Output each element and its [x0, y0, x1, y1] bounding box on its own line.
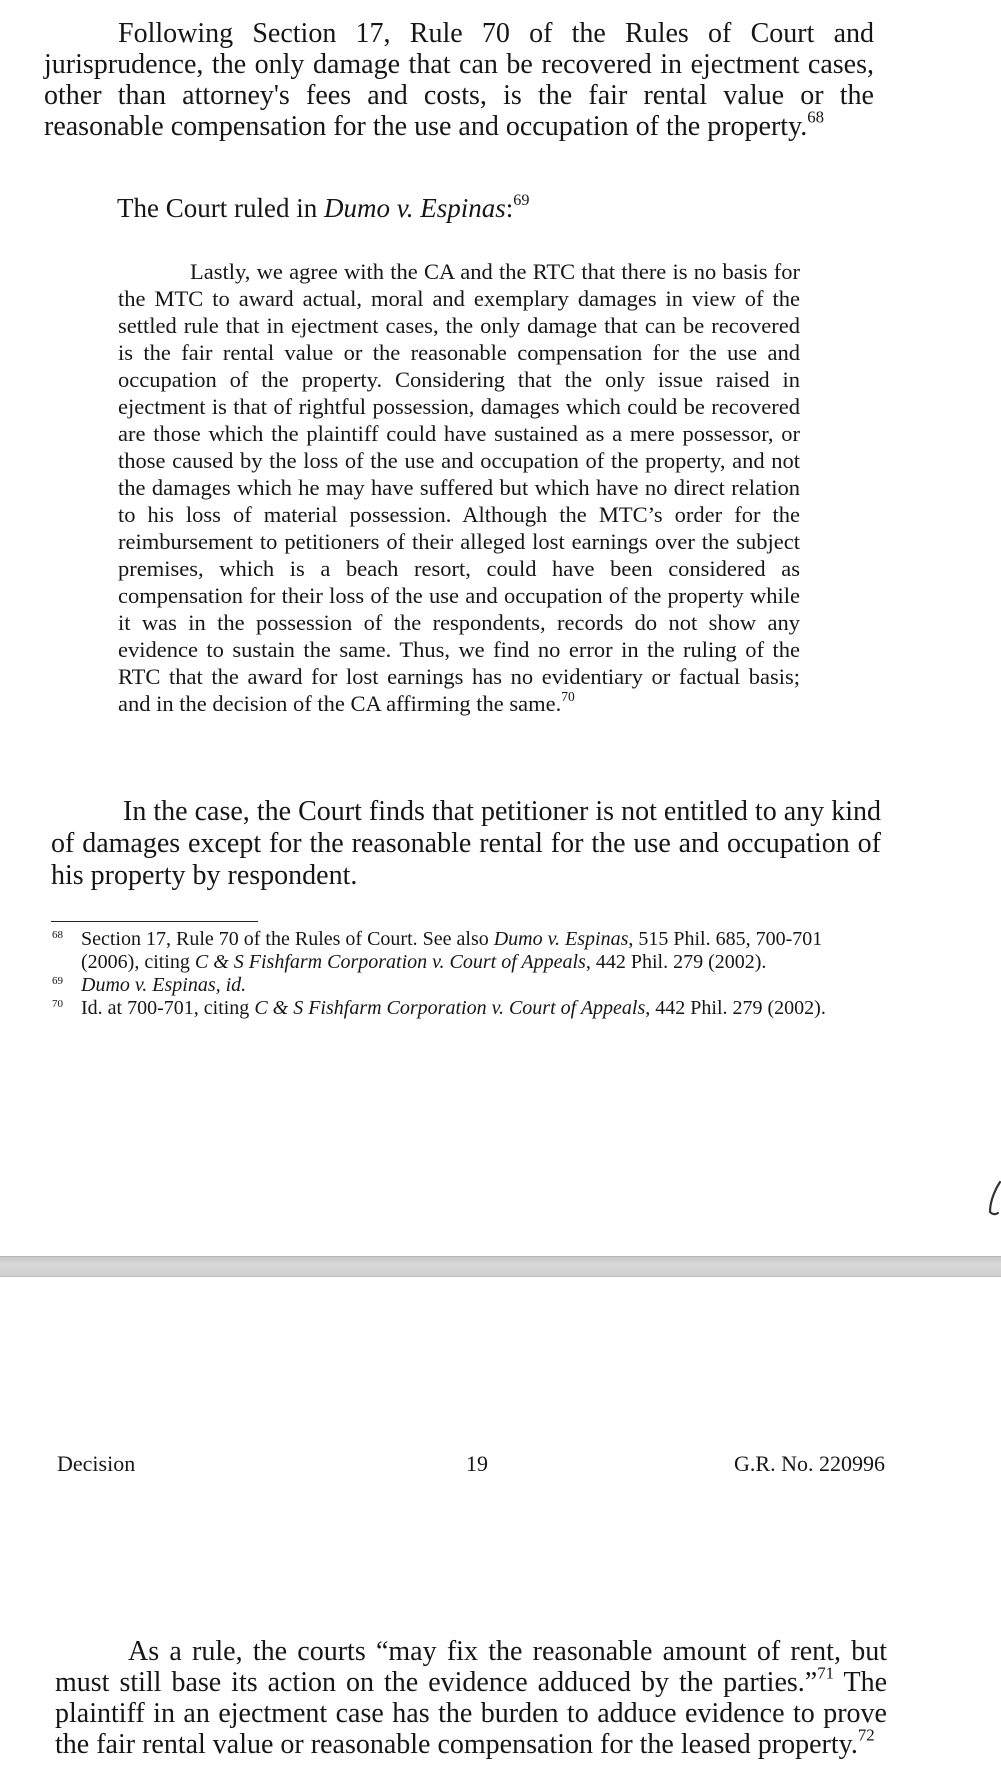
footnote-case-name: Dumo v. Espinas	[493, 928, 629, 950]
body-paragraph-2	[51, 796, 881, 892]
page-header	[57, 1451, 887, 1483]
paragraph-text: The plaintiff in an ejectment case has the burden to adduce evidence to prove the fair rental value or reasonable compensation for the leased property.	[55, 1667, 887, 1760]
body-paragraph-3	[55, 1636, 887, 1760]
quotation-text: Lastly, we agree with the CA and the RTC that there is no basis for the MTC to award actual, moral and exemplary damages in view of the settled rule that in ejectment cases, the only damage that can be recovered is the fair rental value or the reasonable compensation for the use and occupation of the property. Considering that the only issue raised in ejectment is that of rightful possession, damages which could be recovered are those which the plaintiff could have sustained as a mere possessor, or those caused by the loss of the use and occupation of the property, and not the damages which he may have suffered but which have no direct relation to his loss of material possession. Although the MTC’s order for the reimbursement to petitioners of their alleged lost earnings over the subject premises, which is a beach resort, could have been considered as compensation for their loss of the use and occupation of the property while it was in the possession of the respondents, records do not show any evidence to sustain the same. Thus, we find no error in the ruling of the RTC that the award for lost earnings has no evidentiary or factual basis; and in the decision of the CA affirming the same.	[118, 259, 800, 716]
footnote-ref-71[interactable]: 71	[817, 1663, 834, 1683]
intro-colon: :	[505, 193, 514, 223]
footnote-case-name: Dumo v. Espinas, id.	[81, 974, 247, 996]
quote-introduction	[117, 192, 529, 224]
paragraph-text: As a rule, the courts “may fix the reasonable amount of rent, but must still base its action on the evidence adduced by the parties.”	[55, 1636, 887, 1698]
footnote-text: Section 17, Rule 70 of the Rules of Court. See also	[81, 928, 494, 950]
handwritten-initial-mark	[986, 1178, 1001, 1218]
footnote-68	[50, 928, 880, 974]
footnote-number: 69	[52, 975, 63, 987]
footnote-case-name: C & S Fishfarm Corporation v. Court of Appeals	[254, 997, 646, 1019]
page-number: 19	[466, 1451, 488, 1476]
paragraph-text: Following Section 17, Rule 70 of the Rules of Court and jurisprudence, the only damage that can be recovered in ejectment cases, other than attorney's fees and costs, is the fair rental value or the reasonable compensation for the use and occupation of the property.	[44, 18, 874, 142]
footnote-text: Id. at 700-701, citing	[81, 997, 255, 1019]
footnote-ref-68[interactable]: 68	[807, 107, 825, 127]
intro-text: The Court ruled in	[117, 193, 324, 223]
footnote-text: , 442 Phil. 279 (2002).	[585, 951, 767, 973]
block-quotation	[118, 258, 800, 717]
footnote-70	[50, 997, 880, 1020]
footnotes	[50, 928, 880, 1020]
paragraph-text: In the case, the Court finds that petitioner is not entitled to any kind of damages except for the reasonable rental for the use and occupation of his property by respondent.	[51, 796, 881, 891]
footnote-number: 70	[52, 998, 63, 1010]
footnote-ref-69[interactable]: 69	[513, 190, 530, 209]
footnote-69	[50, 974, 880, 997]
footnote-ref-72[interactable]: 72	[857, 1725, 875, 1745]
body-paragraph-1	[44, 18, 874, 142]
case-number: G.R. No. 220996	[734, 1451, 885, 1476]
footnote-text: , 515 Phil. 685, 700-701 (2006), citing	[81, 928, 823, 973]
footnote-separator	[51, 921, 258, 922]
case-name: Dumo v. Espinas	[323, 193, 506, 223]
footnote-ref-70[interactable]: 70	[561, 688, 575, 704]
page-break	[0, 1256, 1001, 1277]
footnote-number: 68	[52, 929, 63, 941]
footnote-text: , 442 Phil. 279 (2002).	[645, 997, 826, 1019]
header-document-type: Decision	[57, 1451, 136, 1476]
footnote-case-name: C & S Fishfarm Corporation v. Court of Appeals	[194, 951, 586, 973]
